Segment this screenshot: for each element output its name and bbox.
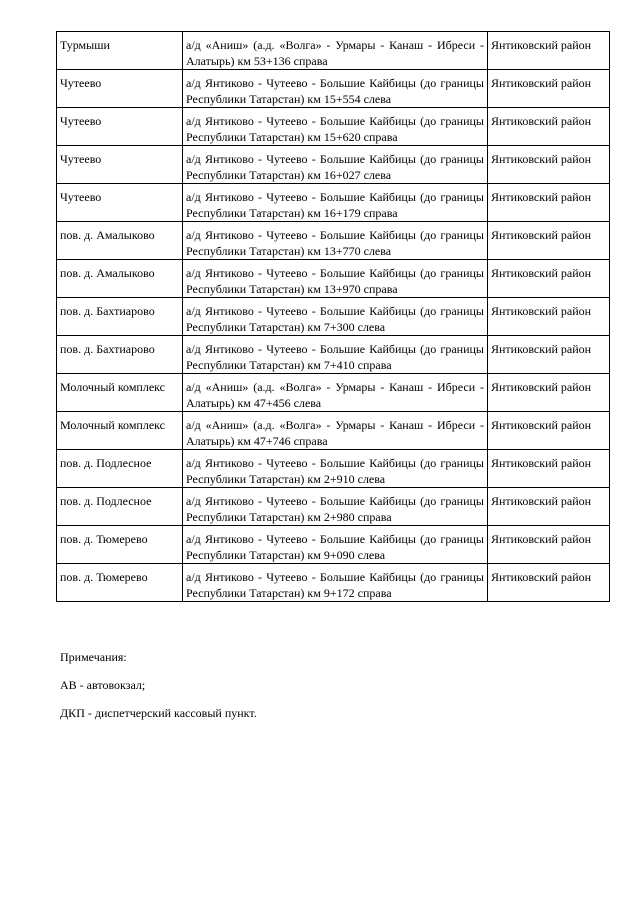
table-row [57,336,610,374]
stop-name-cell: пов. д. Бахтиарово [57,336,183,374]
stop-name-cell: Молочный комплекс [57,374,183,412]
road-location-cell: а/д «Аниш» (а.д. «Волга» - Урмары - Канаш - Ибреси - Алатырь) км 47+746 справа [183,412,488,450]
stop-name-cell: Чутеево [57,146,183,184]
district-cell: Янтиковский район [488,260,610,298]
table-row [57,298,610,336]
stop-name-cell: Чутеево [57,70,183,108]
road-location-cell: а/д Янтиково - Чутеево - Большие Кайбицы (до границы Республики Татарстан) км 13+970 справа [183,260,488,298]
district-cell: Янтиковский район [488,450,610,488]
stop-name-cell: пов. д. Амалыково [57,222,183,260]
notes-heading: Примечания: [60,650,127,664]
road-location-cell: а/д Янтиково - Чутеево - Большие Кайбицы (до границы Республики Татарстан) км 7+300 слева [183,298,488,336]
stop-name-cell: пов. д. Тюмерево [57,526,183,564]
table-row [57,374,610,412]
stop-name-cell: Турмыши [57,32,183,70]
district-cell: Янтиковский район [488,526,610,564]
district-cell: Янтиковский район [488,298,610,336]
road-location-cell: а/д Янтиково - Чутеево - Большие Кайбицы (до границы Республики Татарстан) км 9+172 справа [183,564,488,602]
table-row [57,564,610,602]
road-location-cell: а/д Янтиково - Чутеево - Большие Кайбицы (до границы Республики Татарстан) км 16+179 справа [183,184,488,222]
table-row [57,32,610,70]
table-row [57,108,610,146]
road-location-cell: а/д Янтиково - Чутеево - Большие Кайбицы (до границы Республики Татарстан) км 9+090 слева [183,526,488,564]
table-row [57,450,610,488]
district-cell: Янтиковский район [488,412,610,450]
road-location-cell: а/д Янтиково - Чутеево - Большие Кайбицы (до границы Республики Татарстан) км 2+980 справа [183,488,488,526]
stop-name-cell: пов. д. Подлесное [57,488,183,526]
table-row [57,488,610,526]
road-location-cell: а/д Янтиково - Чутеево - Большие Кайбицы (до границы Республики Татарстан) км 2+910 слева [183,450,488,488]
road-location-cell: а/д Янтиково - Чутеево - Большие Кайбицы (до границы Республики Татарстан) км 13+770 слева [183,222,488,260]
table-row [57,222,610,260]
district-cell: Янтиковский район [488,184,610,222]
table-row [57,70,610,108]
table-row [57,260,610,298]
stop-name-cell: пов. д. Амалыково [57,260,183,298]
road-location-cell: а/д Янтиково - Чутеево - Большие Кайбицы (до границы Республики Татарстан) км 15+554 слева [183,70,488,108]
stop-name-cell: Чутеево [57,184,183,222]
district-cell: Янтиковский район [488,564,610,602]
district-cell: Янтиковский район [488,146,610,184]
stop-name-cell: Чутеево [57,108,183,146]
table-row [57,146,610,184]
district-cell: Янтиковский район [488,336,610,374]
district-cell: Янтиковский район [488,488,610,526]
road-location-cell: а/д «Аниш» (а.д. «Волга» - Урмары - Канаш - Ибреси - Алатырь) км 47+456 слева [183,374,488,412]
road-location-cell: а/д Янтиково - Чутеево - Большие Кайбицы (до границы Республики Татарстан) км 15+620 справа [183,108,488,146]
district-cell: Янтиковский район [488,222,610,260]
road-location-cell: а/д «Аниш» (а.д. «Волга» - Урмары - Канаш - Ибреси - Алатырь) км 53+136 справа [183,32,488,70]
road-location-cell: а/д Янтиково - Чутеево - Большие Кайбицы (до границы Республики Татарстан) км 16+027 слева [183,146,488,184]
table-row [57,526,610,564]
stop-name-cell: Молочный комплекс [57,412,183,450]
district-cell: Янтиковский район [488,108,610,146]
table-row [57,412,610,450]
stop-name-cell: пов. д. Подлесное [57,450,183,488]
district-cell: Янтиковский район [488,70,610,108]
note-item-av: АВ - автовокзал; [60,678,146,692]
table-row [57,184,610,222]
road-location-cell: а/д Янтиково - Чутеево - Большие Кайбицы (до границы Республики Татарстан) км 7+410 справа [183,336,488,374]
bus-stops-table [56,31,610,602]
note-item-dkp: ДКП - диспетчерский кассовый пункт. [60,706,257,720]
district-cell: Янтиковский район [488,32,610,70]
stop-name-cell: пов. д. Бахтиарово [57,298,183,336]
district-cell: Янтиковский район [488,374,610,412]
stop-name-cell: пов. д. Тюмерево [57,564,183,602]
